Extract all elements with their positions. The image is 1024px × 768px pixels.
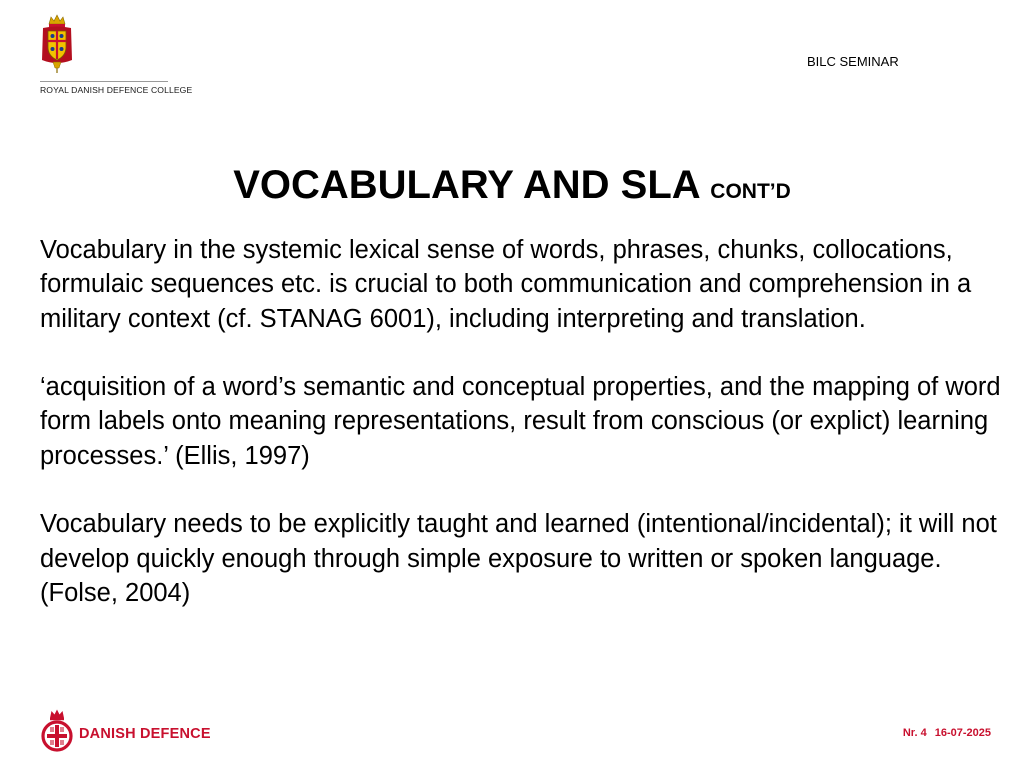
paragraph-ellis-quote: ‘acquisition of a word’s semantic and conceptual properties, and the mapping of word form labels onto meaning representations, result from conscious (or explict) learning processes.’ (Ellis, 1997)	[40, 373, 1001, 470]
page-number: Nr. 4	[902, 727, 927, 739]
paragraph-vocabulary-definition: Vocabulary in the systemic lexical sense of words, phrases, chunks, collocations, formulaic sequences etc. is crucial to both communication and comprehension in a military context (cf. STANAG 6001), including interpreting and translation.	[40, 236, 972, 333]
defence-brand-name: DANISH DEFENCE	[79, 726, 211, 742]
footer-info	[903, 727, 991, 739]
college-name: ROYAL DANISH DEFENCE COLLEGE	[40, 85, 193, 95]
college-logo	[40, 14, 193, 96]
crowned-cross-emblem-icon	[40, 708, 74, 752]
slide-title	[0, 162, 1024, 215]
royal-crest-icon	[40, 14, 74, 74]
paragraph-folse-statement: Vocabulary needs to be explicitly taught and learned (intentional/incidental); it will not develop quickly enough through simple exposure to written or spoken language. (Folse, 2004)	[40, 510, 997, 607]
logo-divider	[40, 81, 168, 82]
slide-body	[40, 233, 1010, 610]
slide-date: 16-07-2025	[934, 727, 991, 739]
defence-logo	[40, 708, 211, 752]
slide-title-main: VOCABULARY AND SLA	[233, 163, 700, 207]
seminar-label: BILC SEMINAR	[807, 54, 899, 69]
slide-title-suffix: CONT’D	[710, 180, 791, 203]
